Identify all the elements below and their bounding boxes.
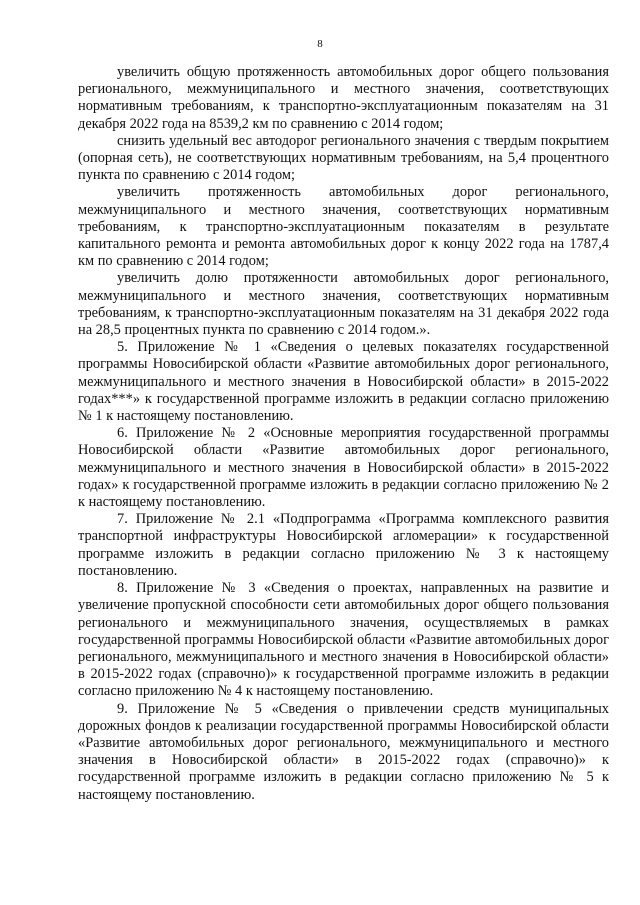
document-body xyxy=(78,64,609,804)
paragraph-item-7: 7. Приложение № 2.1 «Подпрограмма «Программа комплексного развития транспортной инфраструктуры Новосибирской агломерации» к государственной программе изложить в редакции согласно приложению № 3 к настоящему постановлению. xyxy=(78,511,609,579)
paragraph-item-6: 6. Приложение № 2 «Основные мероприятия государственной программы Новосибирской области «Развитие автомобильных дорог регионального, межмуниципального и местного значения в Новосибирской области» в 2015-2022 годах» к государственной программе изложить в редакции согласно приложению № 2 к настоящему постановлению. xyxy=(78,425,609,511)
paragraph-item-9: 9. Приложение № 5 «Сведения о привлечении средств муниципальных дорожных фондов к реализации государственной программы Новосибирской области «Развитие автомобильных дорог регионального, межмуниципального и местного значения в Новосибирской области» в 2015-2022 годах (справочно)» к государственной программе изложить в редакции согласно приложению № 5 к настоящему постановлению. xyxy=(78,700,609,803)
page-number: 8 xyxy=(317,38,323,50)
paragraph-repair-length-goal: увеличить протяженность автомобильных дорог регионального, межмуниципального и местного значения, соответствующих нормативным требованиям, к транспортно-эксплуатационным показателям в результате капитального ремонта и ремонта автомобильных дорог к концу 2022 года на 1787,4 км по сравнению с 2014 годом; xyxy=(78,184,609,270)
paragraph-item-5: 5. Приложение № 1 «Сведения о целевых показателях государственной программы Новосибирской области «Развитие автомобильных дорог регионального, межмуниципального и местного значения в Новосибирской области» в 2015-2022 годах***» к государственной программе изложить в редакции согласно приложению № 1 к настоящему постановлению. xyxy=(78,339,609,425)
paragraph-reduce-share-goal: снизить удельный вес автодорог регионального значения с твердым покрытием (опорная сеть), не соответствующих нормативным требованиям, на 5,4 процентного пункта по сравнению с 2014 годом; xyxy=(78,132,609,184)
paragraph-increase-share-goal: увеличить долю протяженности автомобильных дорог регионального, межмуниципального и местного значения, соответствующих нормативным требованиям, к транспортно-эксплуатационным показателям на 31 декабря 2022 года на 28,5 процентных пункта по сравнению с 2014 годом.». xyxy=(78,270,609,339)
paragraph-road-length-goal: увеличить общую протяженность автомобильных дорог общего пользования регионального, межмуниципального и местного значения, соответствующих нормативным требованиям, к транспортно-эксплуатационным показателям на 31 декабря 2022 года на 8539,2 км по сравнению с 2014 годом; xyxy=(78,64,609,132)
paragraph-item-8: 8. Приложение № 3 «Сведения о проектах, направленных на развитие и увеличение пропускной способности сети автомобильных дорог общего пользования регионального и межмуниципального значения, осуществляемых в рамках государственной программы Новосибирской области «Развитие автомобильных дорог регионального, межмуниципального и местного значения в Новосибирской области» в 2015-2022 годах (справочно)» к государственной программе изложить в редакции согласно приложению № 4 к настоящему постановлению. xyxy=(78,580,609,700)
